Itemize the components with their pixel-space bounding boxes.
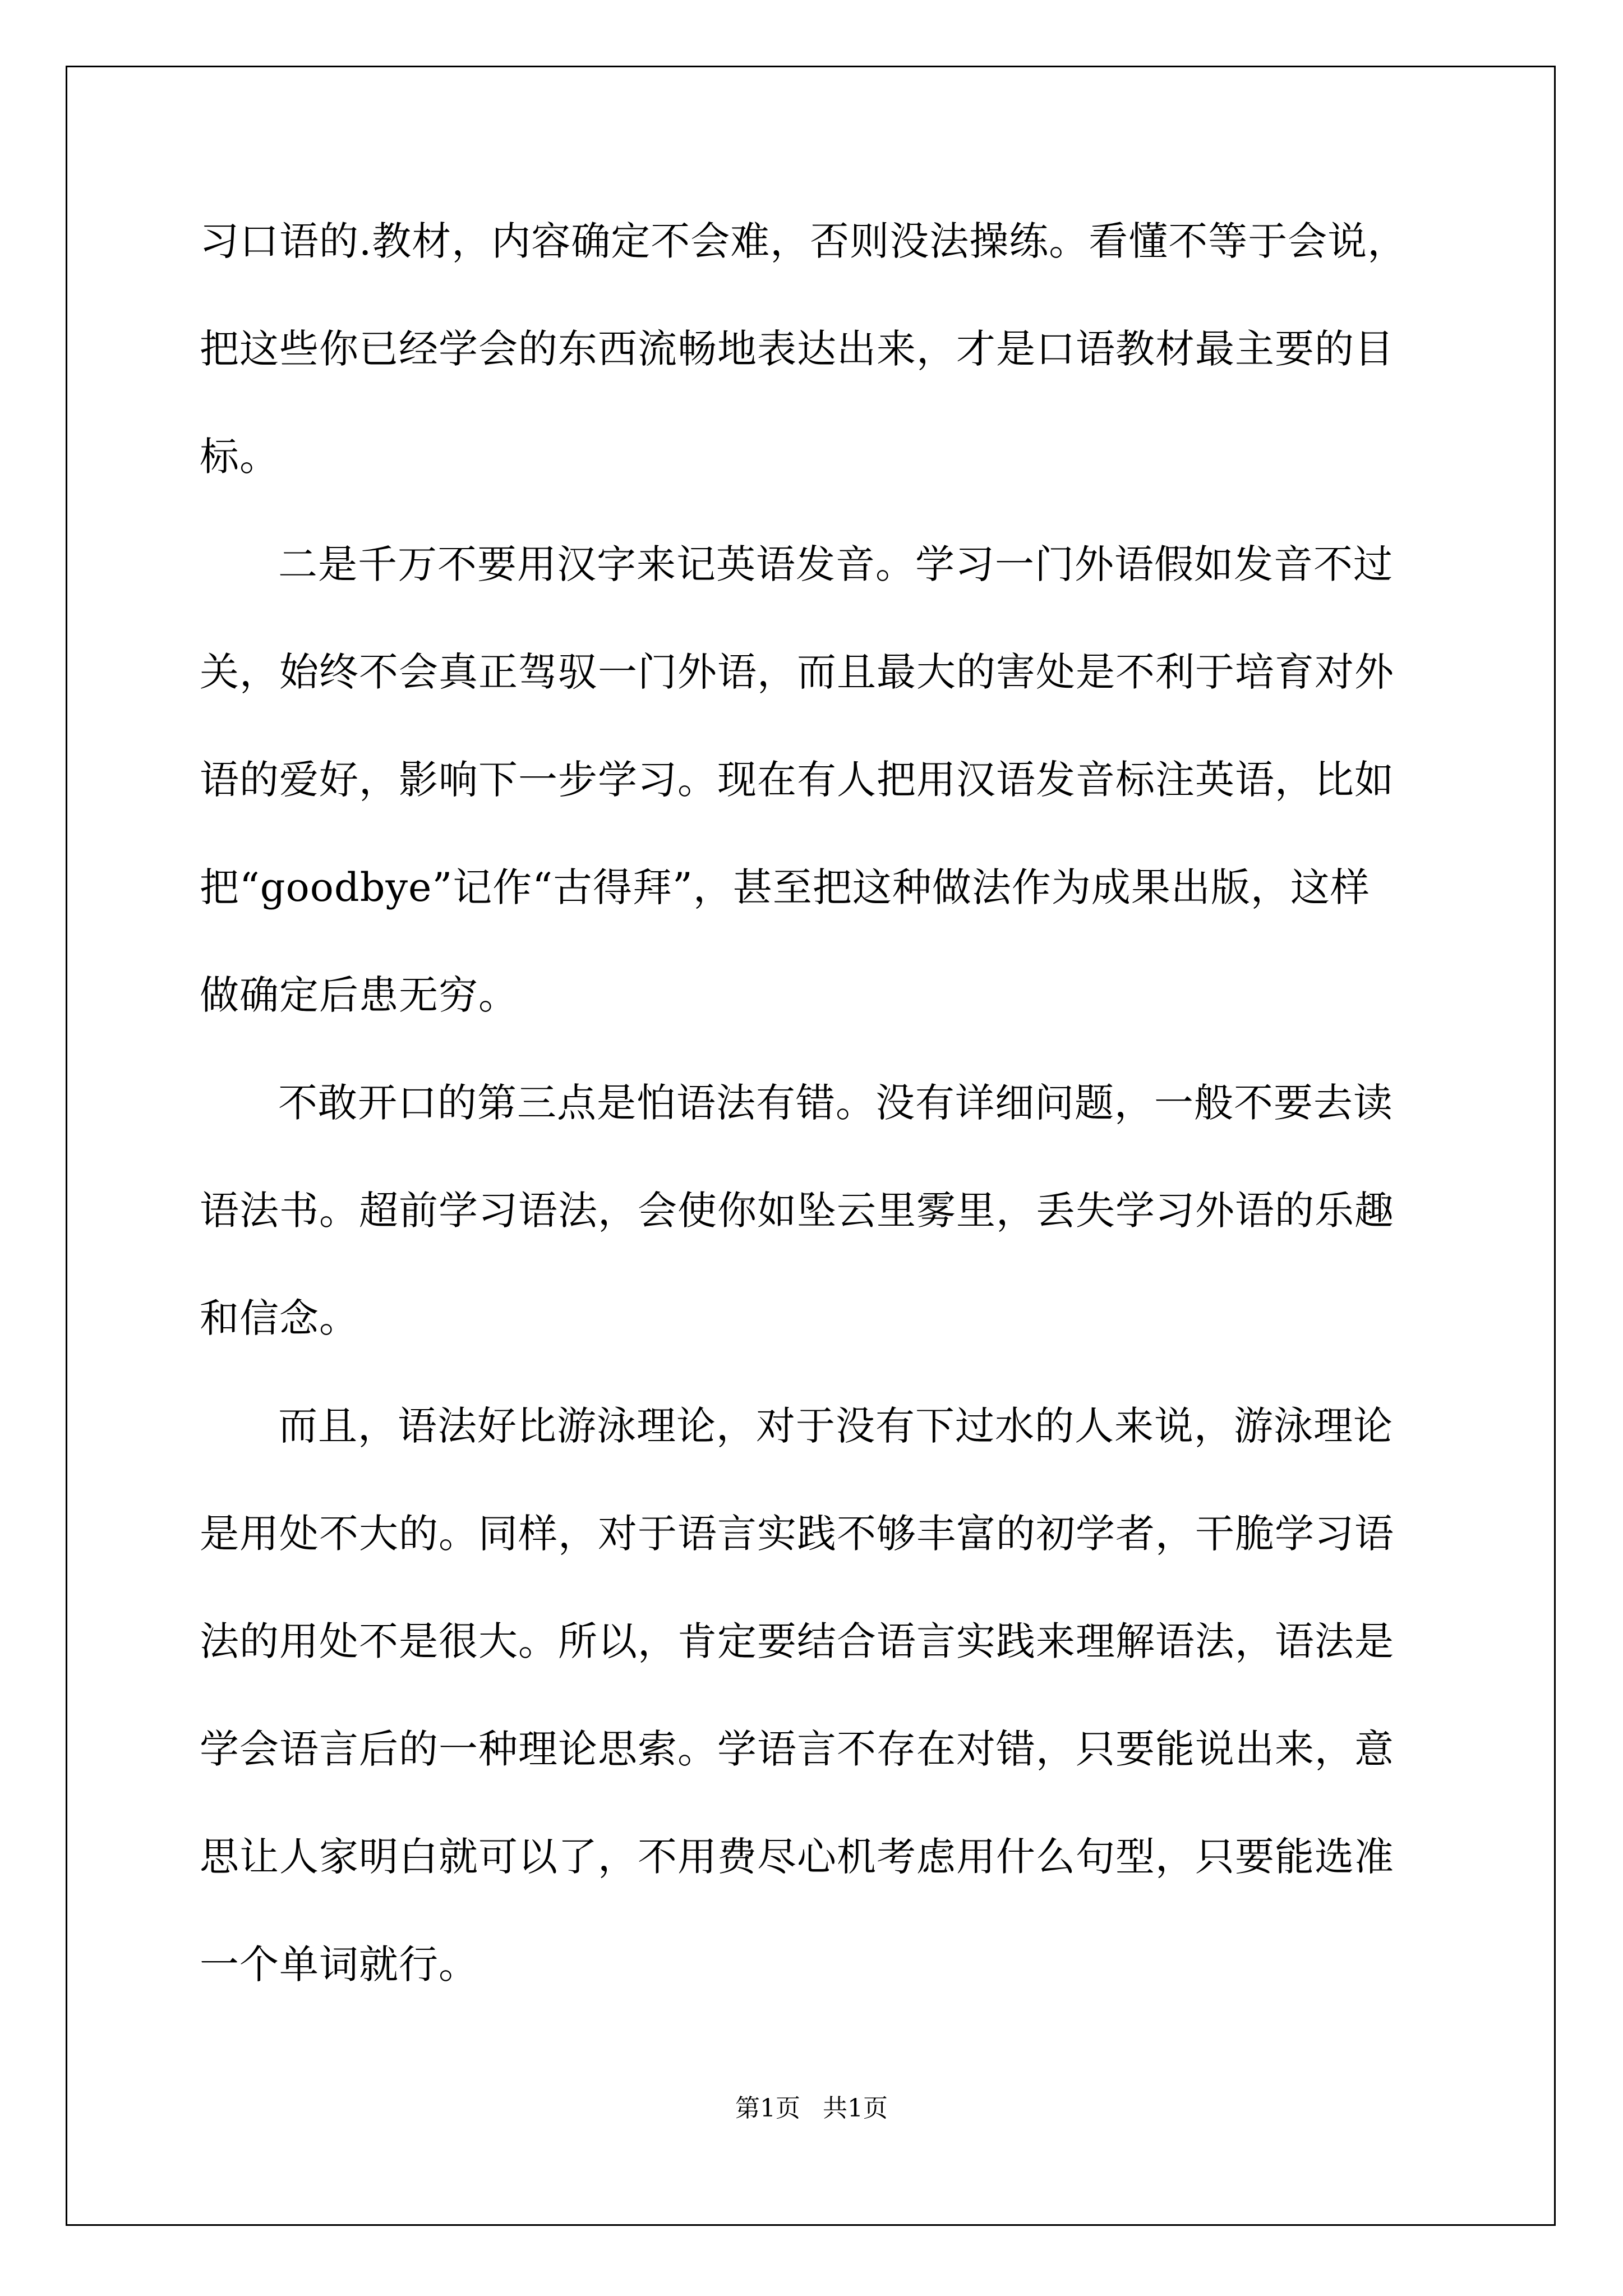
text-line: 标。 [200, 434, 279, 480]
document-body [200, 208, 1433, 2039]
text-line: 和信念。 [200, 1295, 359, 1341]
text-line: 不敢开口的第三点是怕语法有错。没有详细问题，一般不要去读 [278, 1080, 1393, 1126]
text-line: 做确定后患无穷。 [200, 972, 518, 1018]
text-line: 二是千万不要用汉字来记英语发音。学习一门外语假如发音不过 [278, 541, 1393, 587]
text-line: 是用处不大的。同样，对于语言实践不够丰富的初学者，干脆学习语 [200, 1511, 1394, 1557]
text-line: 法的用处不是很大。所以，肯定要结合语言实践来理解语法，语法是 [200, 1618, 1394, 1664]
text-line: 学会语言后的一种理论思索。学语言不存在对错，只要能说出来，意 [200, 1726, 1394, 1772]
text-line: 语的爱好，影响下一步学习。现在有人把用汉语发音标注英语，比如 [200, 757, 1394, 803]
text-line: 关，始终不会真正驾驭一门外语，而且最大的害处是不利于培育对外 [200, 649, 1394, 695]
text-line: 语法书。超前学习语法，会使你如坠云里雾里，丢失学习外语的乐趣 [200, 1188, 1394, 1234]
text-line: 习口语的.教材，内容确定不会难，否则没法操练。看懂不等于会说， [200, 218, 1408, 264]
page-total: 共1页 [823, 2094, 888, 2123]
text-line: 把“goodbye”记作“古得拜”，甚至把这种做法作为成果出版，这样 [200, 864, 1370, 910]
text-line: 思让人家明白就可以了，不用费尽心机考虑用什么句型，只要能选准 [200, 1834, 1394, 1880]
text-line: 把这些你已经学会的东西流畅地表达出来，才是口语教材最主要的目 [200, 326, 1394, 372]
page-footer [0, 2088, 1623, 2124]
page-number: 第1页 [735, 2094, 800, 2123]
text-line: 而且，语法好比游泳理论，对于没有下过水的人来说，游泳理论 [278, 1403, 1393, 1449]
text-line: 一个单词就行。 [200, 1941, 478, 1987]
